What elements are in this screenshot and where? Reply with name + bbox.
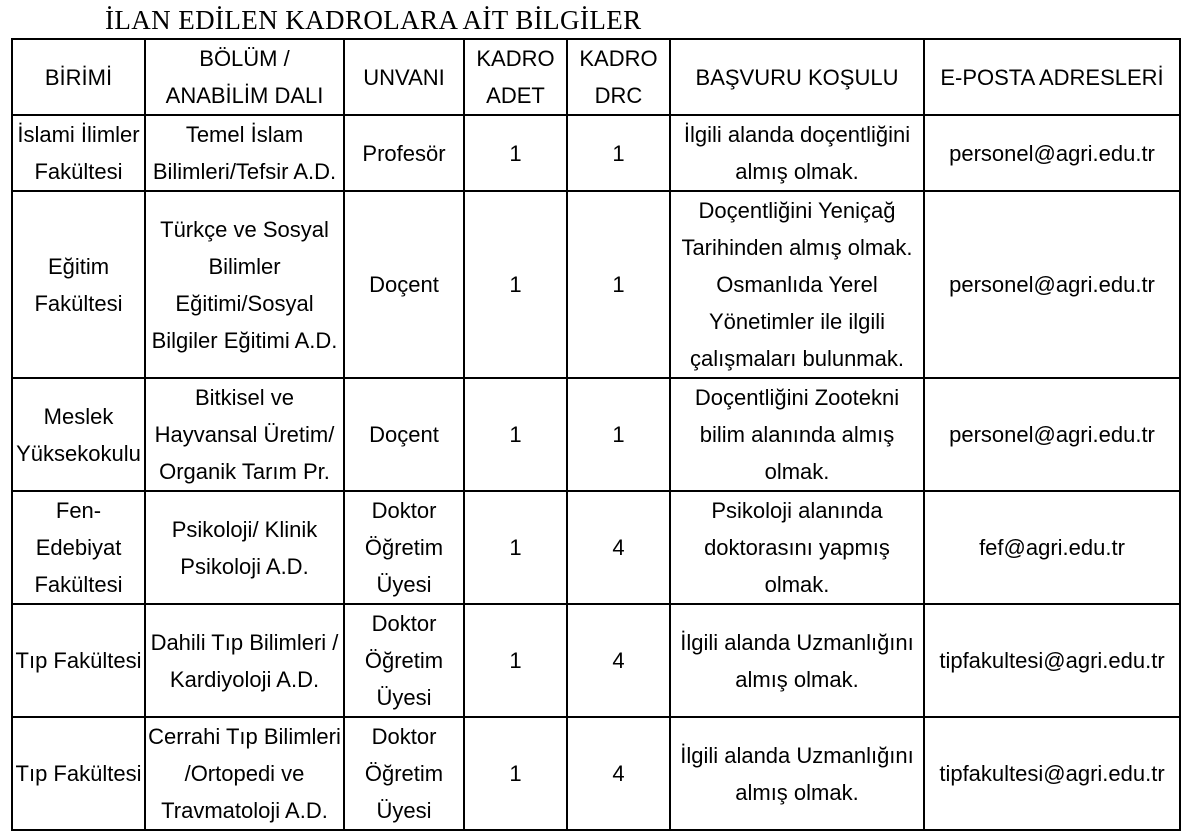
cell-line: /Ortopedi ve	[184, 761, 305, 786]
cell-unvan	[344, 491, 464, 604]
header-line: KADRO	[476, 46, 555, 71]
cell-line: İlgili alanda Uzmanlığını	[680, 629, 914, 655]
table-row	[12, 717, 1180, 830]
cell-kadro-adet: 1	[464, 491, 567, 604]
cell-eposta: personel@agri.edu.tr	[924, 191, 1180, 378]
header-line: ANABİLİM DALI	[165, 83, 324, 108]
cell-line: Yüksekokulu	[16, 440, 141, 466]
cell-bolum	[145, 604, 344, 717]
cell-line: Fen-	[55, 498, 102, 523]
cell-basvuru-kosulu	[670, 378, 924, 491]
cell-kadro-adet: 1	[464, 191, 567, 378]
cell-line: Bilimler	[208, 253, 281, 279]
cell-basvuru-kosulu	[670, 115, 924, 191]
cell-line: Öğretim	[364, 761, 444, 786]
cell-bolum	[145, 191, 344, 378]
cell-line: bilim alanında almış	[699, 422, 895, 447]
cell-bolum	[145, 378, 344, 491]
header-kadro-drc	[567, 39, 670, 115]
table-row	[12, 378, 1180, 491]
cell-line: Türkçe ve Sosyal	[160, 216, 329, 242]
cell-line: Temel İslam	[185, 122, 304, 147]
cell-kadro-adet: 1	[464, 378, 567, 491]
cell-line: Üyesi	[376, 685, 432, 710]
header-basvuru-kosulu	[670, 39, 924, 115]
header-line: DRC	[594, 83, 643, 108]
cell-line: Fakültesi	[34, 159, 123, 184]
cell-line: Bilimleri/Tefsir A.D.	[152, 159, 337, 184]
cell-unvan	[344, 717, 464, 830]
cell-line: Eğitim	[47, 253, 110, 279]
cell-line: almış olmak.	[735, 666, 859, 692]
header-line: BİRİMİ	[44, 64, 113, 90]
cell-line: Bilgiler Eğitimi A.D.	[151, 327, 338, 353]
cell-line: Profesör	[362, 140, 446, 166]
cell-line: İslami İlimler	[17, 122, 140, 147]
cell-bolum	[145, 115, 344, 191]
cell-eposta: tipfakultesi@agri.edu.tr	[924, 717, 1180, 830]
cell-basvuru-kosulu	[670, 191, 924, 378]
cell-line: Psikoloji A.D.	[180, 553, 309, 579]
header-line: E-POSTA ADRESLERİ	[940, 64, 1164, 90]
cell-line: Doçent	[369, 422, 439, 447]
cell-line: Öğretim	[364, 535, 444, 560]
cell-bolum	[145, 491, 344, 604]
cell-unvan	[344, 378, 464, 491]
cell-unvan	[344, 604, 464, 717]
cell-eposta: personel@agri.edu.tr	[924, 378, 1180, 491]
cell-line: olmak.	[764, 572, 830, 597]
table-row	[12, 491, 1180, 604]
cell-kadro-drc: 4	[567, 491, 670, 604]
cell-eposta: fef@agri.edu.tr	[924, 491, 1180, 604]
cell-line: Hayvansal Üretim/	[154, 422, 335, 447]
cell-line: Doçentliğini Zootekni	[694, 385, 900, 410]
cell-basvuru-kosulu	[670, 717, 924, 830]
cell-line: almış olmak.	[735, 779, 859, 805]
header-bolum	[145, 39, 344, 115]
cell-line: Tıp Fakültesi	[15, 648, 142, 673]
cell-kadro-drc: 4	[567, 604, 670, 717]
positions-table	[11, 38, 1181, 831]
cell-kadro-adet: 1	[464, 717, 567, 830]
cell-line: Cerrahi Tıp Bilimleri	[148, 724, 341, 749]
table-body	[12, 115, 1180, 830]
cell-line: almış olmak.	[735, 159, 859, 184]
table-row	[12, 191, 1180, 378]
header-line: KADRO	[579, 46, 658, 71]
cell-line: Tıp Fakültesi	[15, 761, 142, 786]
header-line: BÖLÜM /	[199, 46, 290, 71]
cell-kadro-drc: 4	[567, 717, 670, 830]
cell-birim	[12, 717, 145, 830]
cell-birim	[12, 191, 145, 378]
cell-line: Eğitimi/Sosyal	[175, 290, 314, 316]
cell-birim	[12, 491, 145, 604]
header-eposta	[924, 39, 1180, 115]
cell-line: Doçent	[369, 272, 439, 297]
header-birim	[12, 39, 145, 115]
cell-unvan	[344, 191, 464, 378]
cell-birim	[12, 378, 145, 491]
cell-basvuru-kosulu	[670, 604, 924, 717]
cell-line: Osmanlıda Yerel	[716, 272, 878, 297]
cell-line: Organik Tarım Pr.	[159, 459, 330, 484]
cell-eposta: personel@agri.edu.tr	[924, 115, 1180, 191]
cell-kadro-drc: 1	[567, 191, 670, 378]
cell-line: Öğretim	[364, 648, 444, 673]
cell-line: Üyesi	[376, 572, 432, 597]
cell-line: Travmatoloji A.D.	[161, 798, 328, 823]
table-row	[12, 115, 1180, 191]
header-unvan	[344, 39, 464, 115]
cell-eposta: tipfakultesi@agri.edu.tr	[924, 604, 1180, 717]
cell-line: Kardiyoloji A.D.	[169, 666, 320, 692]
cell-kadro-adet: 1	[464, 604, 567, 717]
table-row	[12, 604, 1180, 717]
cell-line: Doktor	[371, 724, 437, 749]
page-title: İLAN EDİLEN KADROLARA AİT BİLGİLER	[105, 5, 642, 35]
cell-birim	[12, 604, 145, 717]
cell-line: Psikoloji alanında	[711, 498, 883, 523]
cell-line: Üyesi	[376, 798, 432, 823]
cell-kadro-drc: 1	[567, 378, 670, 491]
cell-line: Meslek	[43, 403, 114, 429]
cell-line: Tarihinden almış olmak.	[681, 235, 913, 260]
cell-basvuru-kosulu	[670, 491, 924, 604]
cell-kadro-adet: 1	[464, 115, 567, 191]
table-header-row	[12, 39, 1180, 115]
cell-line: çalışmaları bulunmak.	[690, 346, 904, 371]
cell-line: Doktor	[371, 611, 437, 636]
cell-line: Doktor	[371, 498, 437, 523]
cell-line: Doçentliğini Yeniçağ	[698, 198, 896, 223]
cell-line: Dahili Tıp Bilimleri /	[150, 629, 339, 655]
header-line: BAŞVURU KOŞULU	[695, 64, 899, 90]
header-line: ADET	[486, 83, 545, 108]
header-line: UNVANI	[363, 64, 445, 90]
cell-kadro-drc: 1	[567, 115, 670, 191]
cell-line: İlgili alanda doçentliğini	[683, 122, 911, 147]
cell-line: İlgili alanda Uzmanlığını	[680, 742, 914, 768]
cell-line: olmak.	[764, 459, 830, 484]
cell-line: Psikoloji/ Klinik	[171, 516, 318, 542]
cell-bolum	[145, 717, 344, 830]
cell-unvan	[344, 115, 464, 191]
cell-line: doktorasını yapmış	[704, 535, 890, 560]
cell-line: Bitkisel ve	[194, 385, 295, 410]
cell-line: Fakültesi	[34, 290, 123, 316]
cell-birim	[12, 115, 145, 191]
cell-line: Yönetimler ile ilgili	[708, 309, 886, 334]
cell-line: Fakültesi	[34, 572, 123, 597]
cell-line: Edebiyat	[35, 535, 122, 560]
header-kadro-adet	[464, 39, 567, 115]
